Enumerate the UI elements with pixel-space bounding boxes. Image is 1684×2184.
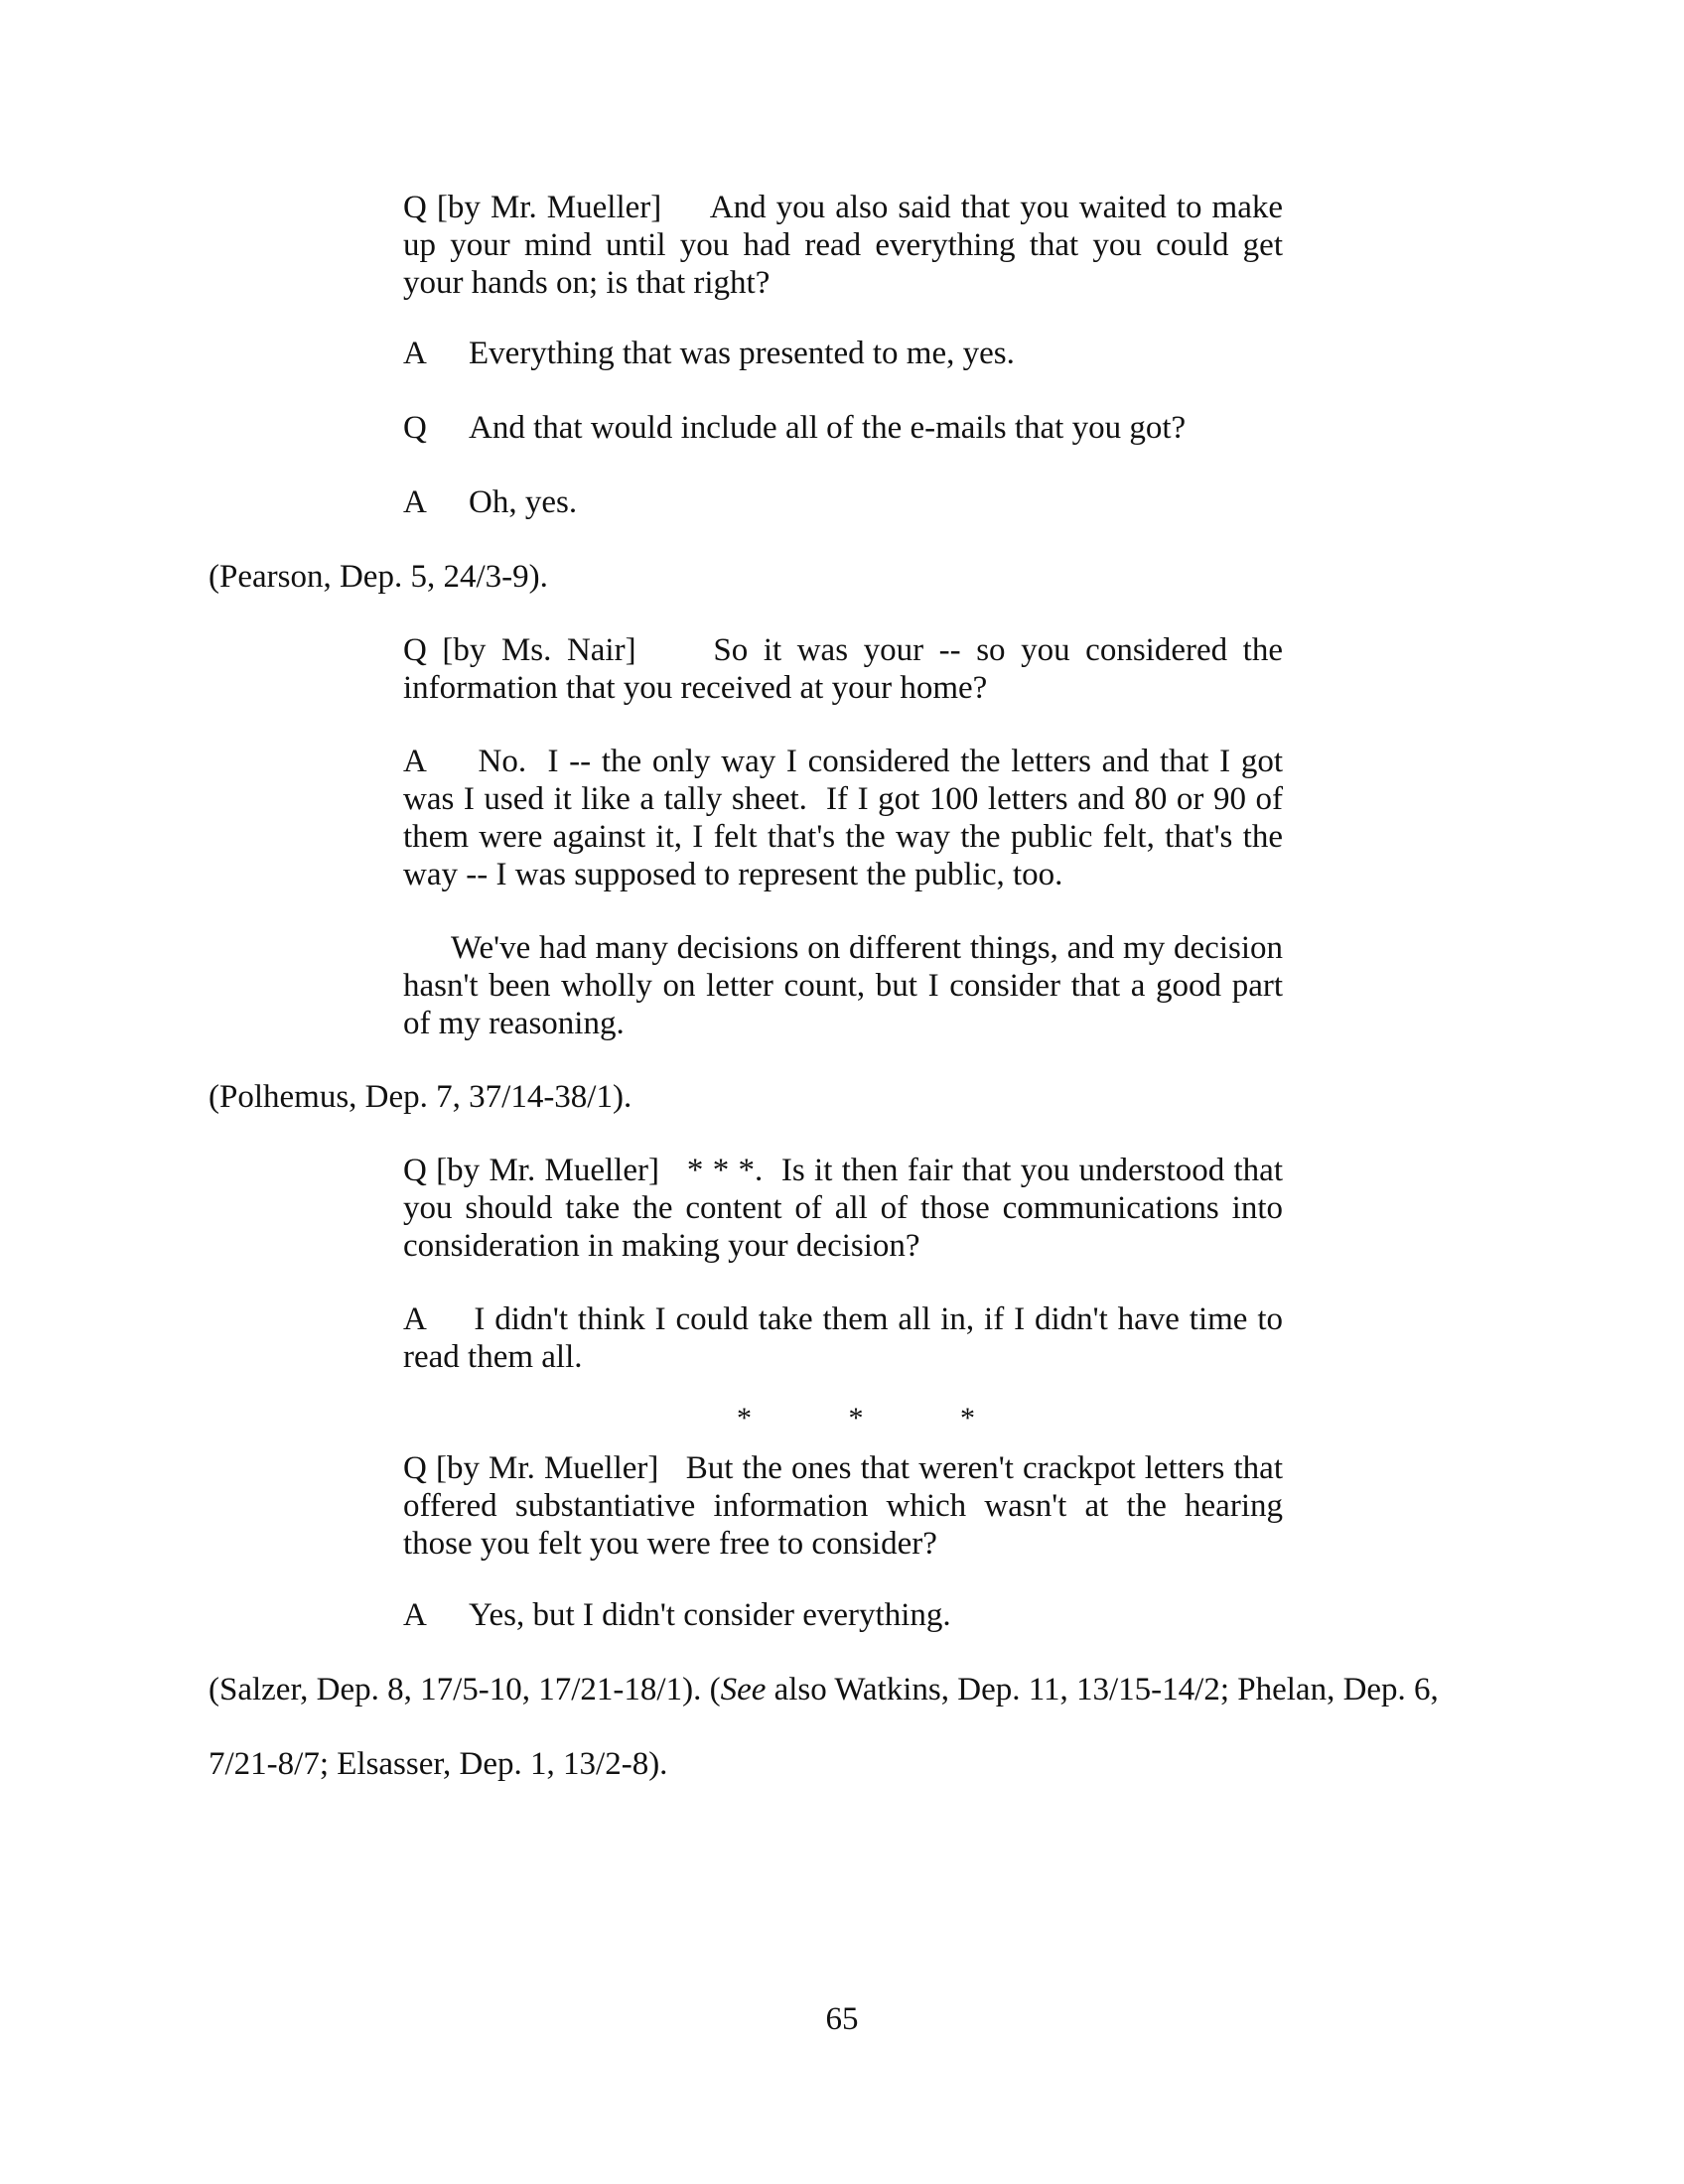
polhemus-answer-continued: We've had many decisions on different things, and my decision hasn't been wholly on letter count, but I consider that a good part of my reasoning.	[403, 930, 1292, 1041]
citation-salzer-line-2: 7/21-8/7; Elsasser, Dep. 1, 13/2-8).	[209, 1746, 668, 1782]
citation-salzer-line-1	[209, 1671, 1499, 1708]
answer-text: Yes, but I didn't consider everything.	[469, 1597, 951, 1633]
citation-text: (Salzer, Dep. 8, 17/5-10, 17/21-18/1). (	[209, 1672, 721, 1707]
question-text: And that would include all of the e-mails that you got?	[469, 410, 1187, 446]
star-mark: *	[960, 1402, 975, 1434]
polhemus-question-1: Q [by Ms. Nair] So it was your -- so you considered the information that you received at your home?	[403, 632, 1292, 706]
salzer-answer-2	[403, 1596, 1283, 1634]
citation-text: also Watkins, Dep. 11, 13/15-14/2; Phelan, Dep. 6,	[766, 1672, 1439, 1707]
pearson-question-1: Q [by Mr. Mueller] And you also said that you waited to make up your mind until you had read everything that you could get your hands on; is that right?	[403, 190, 1292, 301]
question-label: Q	[403, 410, 427, 446]
see-signal: See	[720, 1672, 767, 1707]
salzer-answer-1: A I didn't think I could take them all in, if I didn't have time to read them all.	[403, 1301, 1292, 1375]
answer-label: A	[403, 484, 427, 520]
salzer-question-1: Q [by Mr. Mueller] * * *. Is it then fair that you understood that you should take the content of all of those communications into consideration in making your decision?	[403, 1153, 1292, 1264]
answer-text: Everything that was presented to me, yes.	[469, 336, 1015, 371]
citation-polhemus: (Polhemus, Dep. 7, 37/14-38/1).	[209, 1079, 632, 1115]
star-mark: *	[737, 1402, 752, 1434]
polhemus-answer-1: A No. I -- the only way I considered the letters and that I got was I used it like a tally sheet. If I got 100 letters and 80 or 90 of them were against it, I felt that's the way the public felt, that's the way -- I was supposed to represent the public, too.	[403, 744, 1292, 892]
pearson-answer-1	[403, 335, 1283, 372]
answer-label: A	[403, 336, 427, 371]
answer-text: Oh, yes.	[469, 484, 578, 520]
pearson-question-2	[403, 409, 1283, 447]
answer-label: A	[403, 1597, 427, 1633]
page-number: 65	[825, 2001, 859, 2037]
ellipsis-stars	[737, 1404, 975, 1433]
citation-pearson: (Pearson, Dep. 5, 24/3-9).	[209, 559, 548, 595]
pearson-answer-2	[403, 483, 1283, 521]
salzer-question-2: Q [by Mr. Mueller] But the ones that weren't crackpot letters that offered substantiative information which wasn't at the hearing those you felt you were free to consider?	[403, 1450, 1292, 1562]
star-mark: *	[848, 1402, 864, 1434]
